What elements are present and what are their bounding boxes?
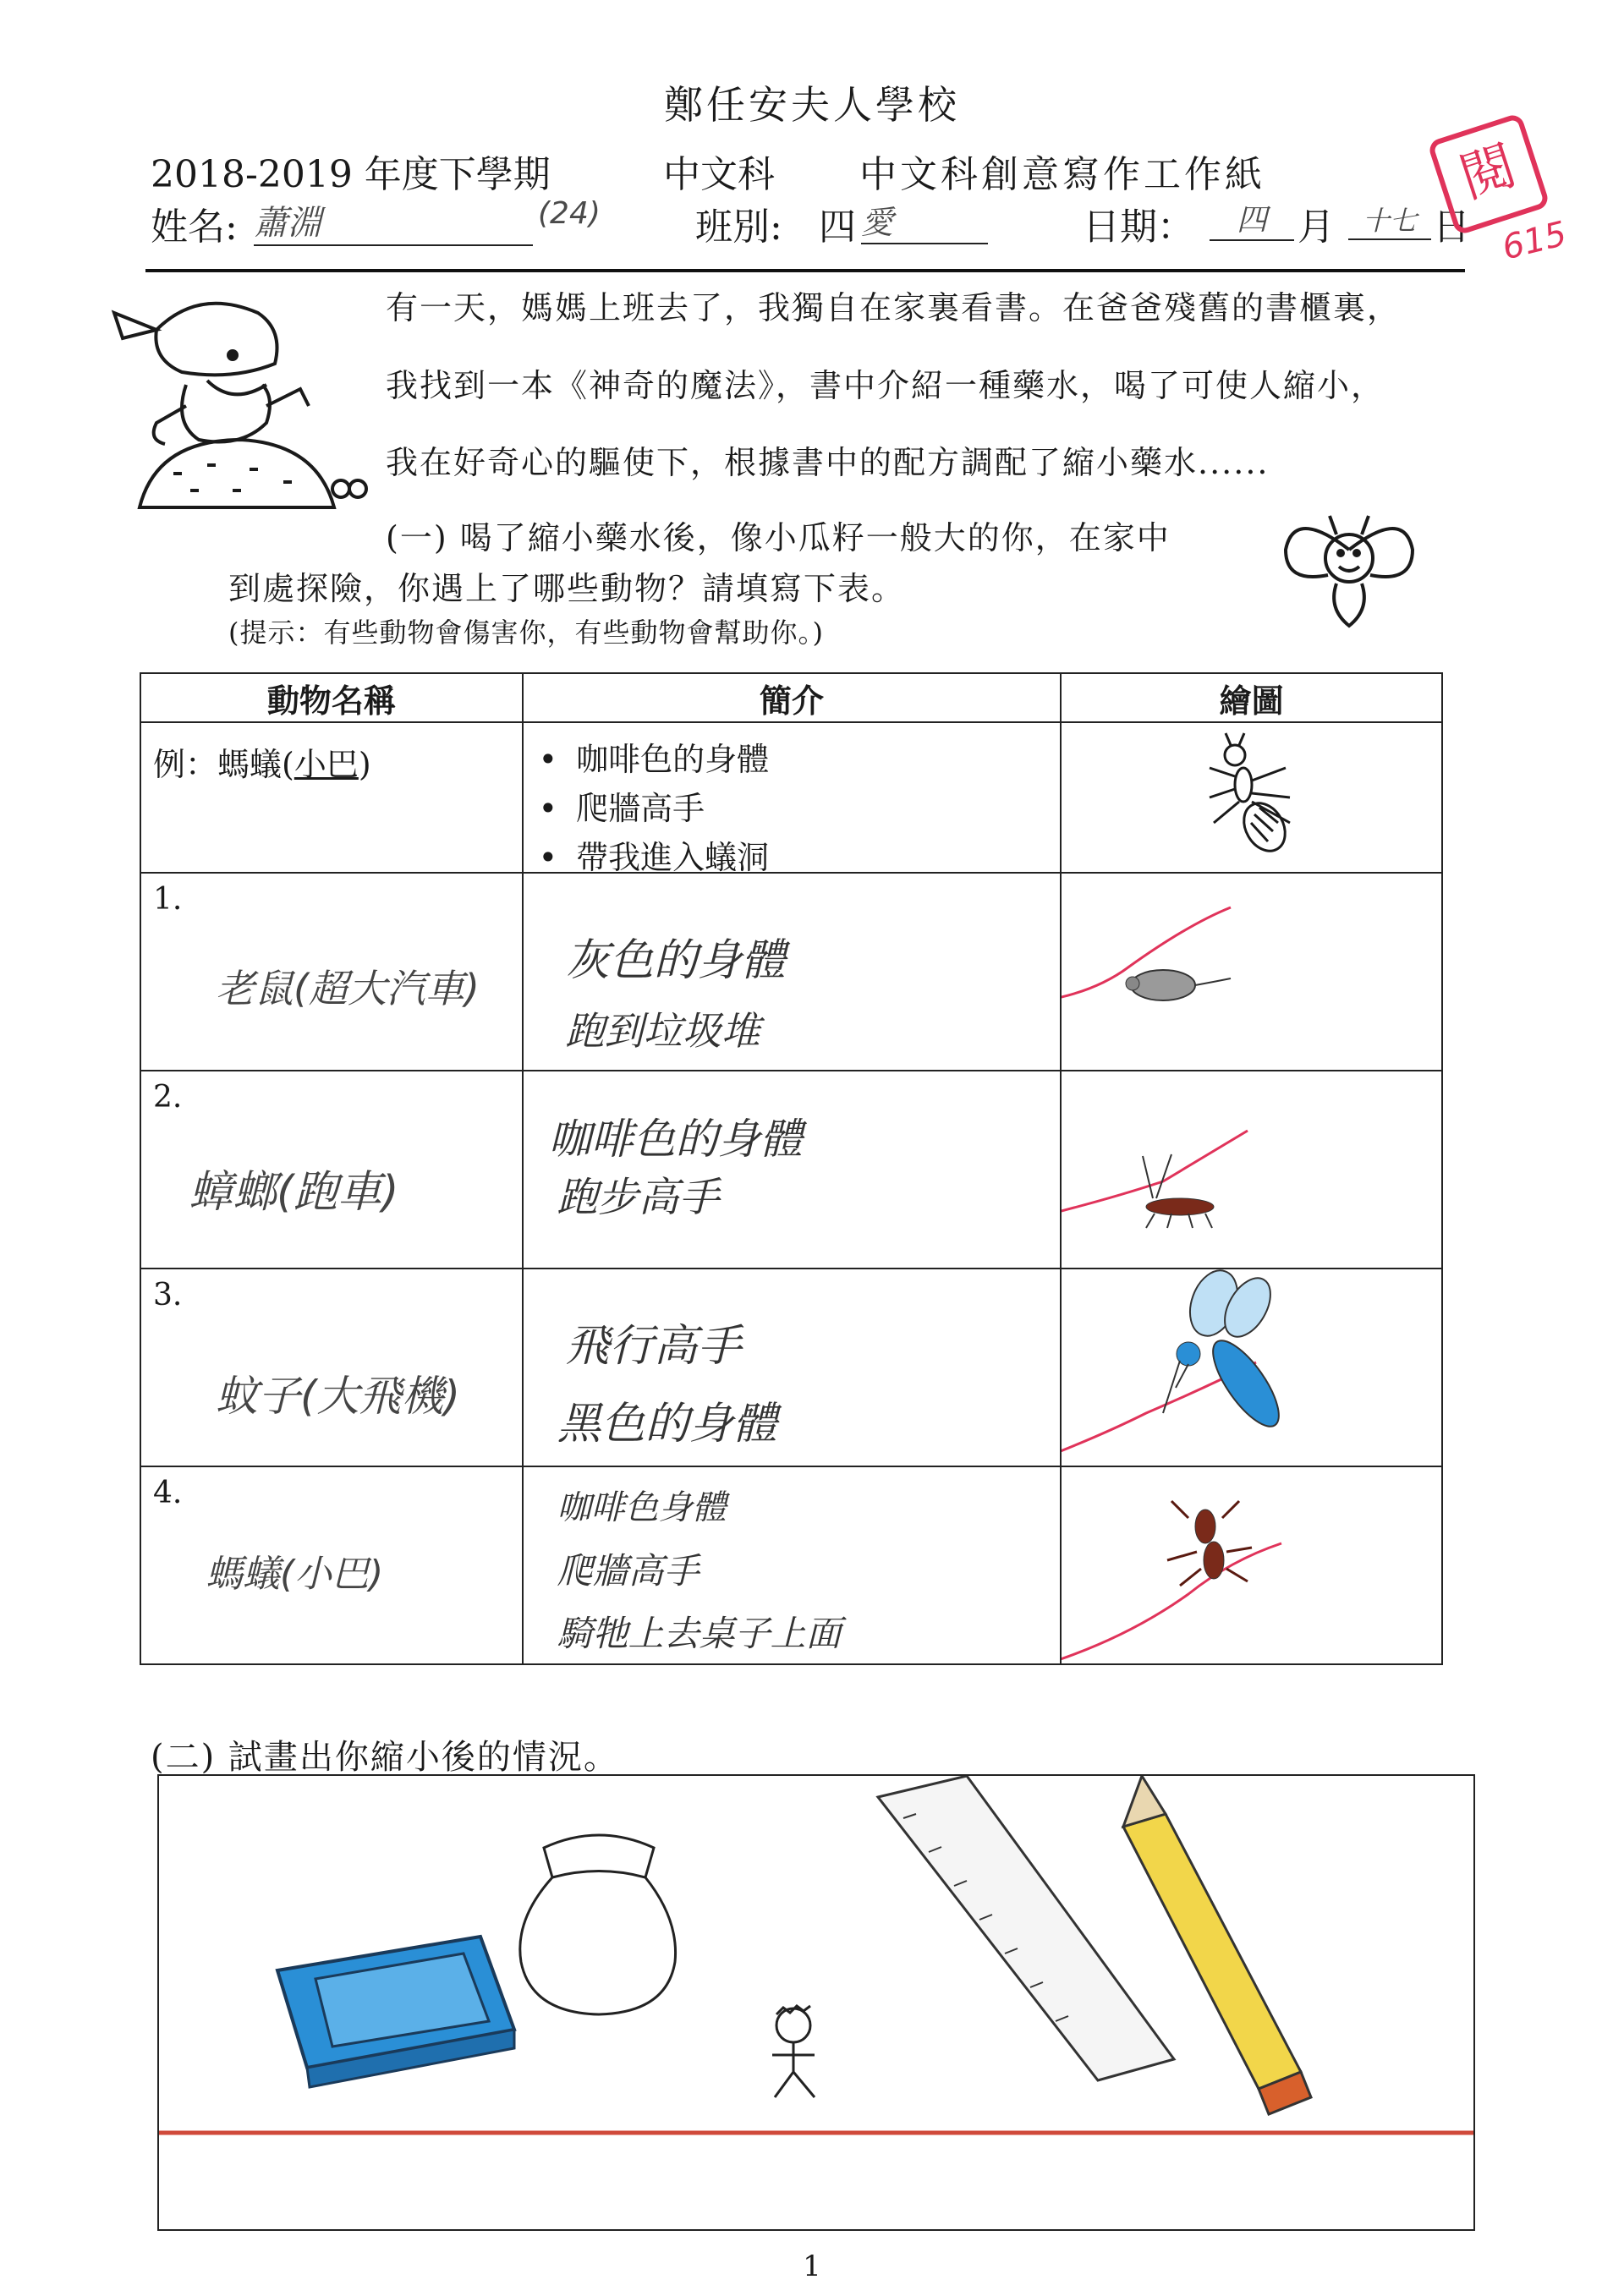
eraser-box-icon	[277, 1937, 514, 2087]
description-line: 咖啡色的身體	[548, 1115, 803, 1164]
name-field	[254, 196, 533, 243]
date-day: 十七	[1348, 200, 1431, 240]
example-description-cell	[523, 722, 1062, 876]
class-value: 愛	[861, 196, 988, 244]
class-field	[861, 196, 988, 244]
table-header-row	[140, 673, 1442, 722]
class-label: 班別:	[695, 205, 782, 249]
table-row-example	[140, 722, 1442, 873]
term-label: 2018-2019 年度下學期	[151, 153, 551, 196]
class-prefix: 四	[819, 205, 856, 249]
animal-name: 螞蟻(小巴)	[206, 1553, 384, 1596]
boy-cartoon-icon	[106, 279, 368, 516]
example-drawing-cell	[1061, 722, 1442, 873]
month-label: 月	[1298, 205, 1335, 249]
row-number: 2.	[153, 1080, 183, 1115]
drawing-frame	[157, 1774, 1475, 2231]
description-line: 爬牆高手	[557, 1550, 700, 1592]
date-month: 四	[1210, 196, 1294, 241]
header-animal-name: 動物名稱	[140, 673, 523, 722]
cockroach-drawing-icon	[1062, 1071, 1443, 1268]
animal-name: 老鼠(超大汽車)	[216, 966, 480, 1011]
subject-label: 中文科	[663, 153, 775, 196]
intro-line-1: 有一天，媽媽上班去了，我獨自在家裏看書。在爸爸殘舊的書櫃裏，	[386, 289, 1402, 326]
teacher-read-stamp: 閱	[1427, 112, 1550, 236]
row-number: 1.	[153, 882, 183, 917]
animal-name-cell	[140, 1269, 523, 1466]
question-1-line-2: 到處探險，你遇上了哪些動物？請填寫下表。	[228, 570, 906, 607]
example-bullets	[539, 735, 769, 882]
intro-line-2: 我找到一本《神奇的魔法》，書中介紹一種藥水，喝了可使人縮小，	[386, 367, 1385, 404]
day-label: 日	[1433, 205, 1470, 249]
drawing-cell	[1061, 1269, 1442, 1466]
description-line: 跑步高手	[557, 1174, 720, 1221]
description-line: 騎牠上去桌子上面	[557, 1613, 842, 1654]
description-line: 咖啡色身體	[557, 1488, 727, 1527]
row-number: 4.	[153, 1476, 183, 1510]
date-month-field	[1210, 196, 1294, 241]
header-divider	[145, 269, 1465, 272]
row-number: 3.	[153, 1278, 183, 1312]
list-item: • 咖啡色的身體	[539, 735, 769, 784]
table-row	[140, 873, 1442, 1071]
ant-brown-drawing-icon	[1062, 1467, 1443, 1663]
example-name	[153, 738, 371, 785]
name-label: 姓名:	[151, 205, 238, 249]
table-row	[140, 1466, 1442, 1664]
description-cell	[523, 1466, 1062, 1664]
drawing-cell	[1061, 1071, 1442, 1269]
class-number: (24)	[538, 196, 601, 231]
table-row	[140, 1071, 1442, 1269]
header-drawing: 繪圖	[1061, 673, 1442, 722]
drawing-cell	[1061, 1466, 1442, 1664]
description-cell	[523, 1071, 1062, 1269]
shrunk-scene-drawing	[159, 1776, 1473, 2229]
mouse-drawing-icon	[1062, 874, 1443, 1070]
question-2: (二) 試畫出你縮小後的情況。	[151, 1738, 619, 1777]
date-label: 日期：	[1083, 205, 1194, 249]
stick-figure-icon	[772, 2006, 815, 2097]
drawing-cell	[1061, 873, 1442, 1071]
date-day-field	[1348, 196, 1431, 240]
animal-name: 蟑螂(跑車)	[189, 1167, 399, 1218]
school-name: 鄭任安夫人學校	[664, 82, 960, 128]
intro-line-3: 我在好奇心的驅使下，根據書中的配方調配了縮小藥水......	[386, 444, 1270, 481]
animal-name-cell	[140, 1466, 523, 1664]
description-cell	[523, 873, 1062, 1071]
header-description: 簡介	[523, 673, 1062, 722]
worksheet-title: 中文科創意寫作工作紙	[859, 153, 1265, 196]
animal-name-cell	[140, 1071, 523, 1269]
description-line: 灰色的身體	[565, 935, 786, 986]
list-item: • 帶我進入蟻洞	[539, 833, 769, 882]
page-number: 1	[803, 2249, 821, 2283]
mosquito-drawing-icon	[1062, 1269, 1443, 1466]
hint-text: (提示：有些動物會傷害你，有些動物會幫助你。)	[228, 616, 824, 649]
description-line: 飛行高手	[565, 1321, 742, 1372]
animal-name: 蚊子(大飛機)	[216, 1372, 461, 1421]
example-name-prefix: 例：螞蟻(	[153, 746, 294, 783]
name-value: 蕭淵	[254, 196, 533, 246]
description-line: 跑到垃圾堆	[565, 1008, 760, 1054]
example-name-suffix: )	[358, 746, 371, 783]
question-1-line-1: (一) 喝了縮小藥水後，像小瓜籽一般大的你，在家中	[386, 519, 1171, 556]
description-cell	[523, 1269, 1062, 1466]
animal-name-cell	[140, 873, 523, 1071]
list-item: • 爬牆高手	[539, 784, 769, 833]
stamp-number: 615	[1498, 214, 1571, 268]
description-line: 黑色的身體	[557, 1399, 777, 1449]
bee-cartoon-icon	[1269, 499, 1429, 634]
example-nickname: 小巴	[294, 746, 359, 783]
example-name-cell	[140, 722, 523, 873]
table-row	[140, 1269, 1442, 1466]
ant-drawing-icon	[1205, 730, 1298, 865]
animal-table	[140, 672, 1443, 1665]
jar-icon	[520, 1835, 676, 2014]
